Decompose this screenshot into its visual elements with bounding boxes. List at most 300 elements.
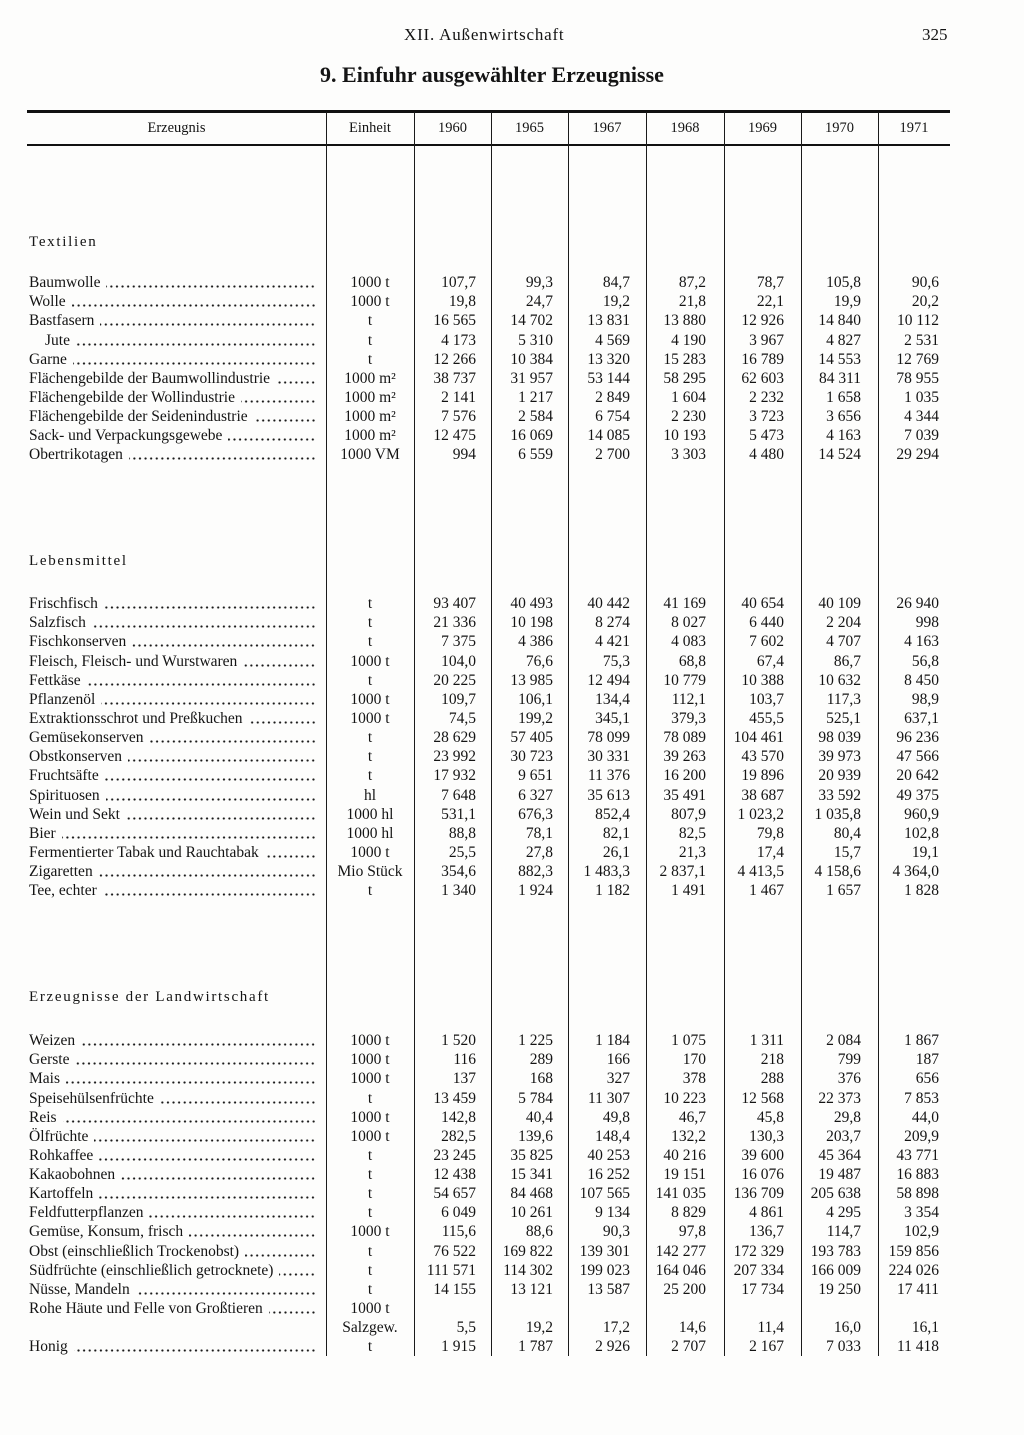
- table-row: [27, 426, 950, 445]
- value-1970: [801, 1299, 878, 1318]
- value-1971: 7 853: [904, 1089, 939, 1107]
- value-1960: 1 340: [441, 882, 476, 900]
- value-1965: 882,3: [518, 863, 553, 881]
- value-1960: 7 648: [441, 786, 476, 804]
- value-1971: 637,1: [904, 710, 939, 728]
- value-1960: 531,1: [441, 805, 476, 823]
- table-row: [27, 1203, 950, 1222]
- product-cell: [27, 709, 326, 728]
- unit-cell: t: [367, 671, 373, 689]
- product-name: Südfrüchte (einschließlich getrocknete): [29, 1261, 274, 1279]
- product-name: Reis: [29, 1108, 57, 1126]
- value-1969: 218: [760, 1051, 784, 1069]
- unit-cell: 1000 t: [350, 1300, 390, 1318]
- value-1970: 84 311: [818, 369, 861, 387]
- table-body: [27, 146, 950, 1356]
- value-1967: 17,2: [602, 1319, 630, 1337]
- table-row: [27, 273, 950, 292]
- product-name: Sack- und Verpackungsgewebe: [29, 427, 223, 445]
- value-1960: 21 336: [433, 614, 476, 632]
- unit-cell: t: [367, 1185, 373, 1203]
- value-1965: 19,2: [525, 1319, 553, 1337]
- product-name: Wein und Sekt: [29, 805, 120, 823]
- product-cell: [27, 1261, 326, 1280]
- table-row: [27, 1299, 950, 1318]
- column-header-year: 1968: [670, 120, 700, 136]
- value-1965: 13 121: [510, 1280, 553, 1298]
- product-cell: [27, 1146, 326, 1165]
- product-cell: [27, 1069, 326, 1088]
- value-1967: 1 184: [595, 1032, 630, 1050]
- column-header-product: Erzeugnis: [147, 120, 206, 136]
- value-1971: 29 294: [896, 446, 939, 464]
- product-name: Gerste: [29, 1051, 70, 1069]
- unit-cell: t: [367, 1338, 373, 1356]
- product-name: Rohe Häute und Felle von Großtieren: [29, 1300, 263, 1318]
- value-1971: 4 163: [904, 633, 939, 651]
- product-name: Frischfisch: [29, 595, 98, 613]
- dot-leader: [129, 445, 316, 464]
- table-row: [27, 671, 950, 690]
- value-1968: 16 200: [663, 767, 706, 785]
- value-1968: 1 491: [671, 882, 706, 900]
- value-1971: 44,0: [911, 1108, 939, 1126]
- unit-cell: 1000 t: [350, 1127, 390, 1145]
- table-row: [27, 369, 950, 388]
- running-head-chapter: XII. Außenwirtschaft: [404, 25, 565, 44]
- value-1965: 289: [529, 1051, 553, 1069]
- value-1965: 35 825: [510, 1146, 553, 1164]
- import-table: [27, 110, 950, 1356]
- value-1970: 1 035,8: [814, 805, 861, 823]
- value-1967: 90,3: [602, 1223, 630, 1241]
- unit-cell: t: [367, 767, 373, 785]
- value-1970: 10 632: [818, 671, 861, 689]
- value-1970: 203,7: [826, 1127, 861, 1145]
- value-1965: 114 302: [503, 1261, 553, 1279]
- value-1969: 2 232: [749, 388, 784, 406]
- product-name: Mais: [29, 1070, 60, 1088]
- unit-cell: 1000 t: [350, 710, 390, 728]
- page-number: 325: [922, 25, 948, 44]
- value-1968: 14,6: [678, 1319, 706, 1337]
- product-cell: [27, 613, 326, 632]
- table-row: [27, 292, 950, 311]
- unit-cell: 1000 m²: [344, 408, 396, 426]
- table-row: [27, 1108, 950, 1127]
- value-1970: 799: [837, 1051, 861, 1069]
- unit-cell: 1000 t: [350, 652, 390, 670]
- table-section: [27, 552, 950, 900]
- dot-leader: [106, 786, 316, 805]
- value-1967: 4 421: [595, 633, 630, 651]
- product-cell: [27, 331, 326, 350]
- value-1970: 14 524: [818, 446, 861, 464]
- product-name: Zigaretten: [29, 863, 93, 881]
- value-1969: 136,7: [749, 1223, 784, 1241]
- value-1968: 82,5: [678, 824, 706, 842]
- value-1967: 13 320: [587, 350, 630, 368]
- table-row: [27, 843, 950, 862]
- value-1969: 16 076: [741, 1166, 784, 1184]
- value-1971: 20 642: [896, 767, 939, 785]
- product-name: Nüsse, Mandeln: [29, 1280, 130, 1298]
- value-1969: 43 570: [741, 748, 784, 766]
- value-1970: 33 592: [818, 786, 861, 804]
- value-1960: 1 915: [441, 1338, 476, 1356]
- product-name: Rohkaffee: [29, 1146, 94, 1164]
- value-1970: 117,3: [826, 690, 861, 708]
- value-1971: [878, 1299, 950, 1318]
- value-1971: 209,9: [904, 1127, 939, 1145]
- value-1969: 207 334: [733, 1261, 784, 1279]
- value-1969: 16 789: [741, 350, 784, 368]
- product-cell: [27, 766, 326, 785]
- value-1968: 170: [682, 1051, 706, 1069]
- value-1970: 15,7: [833, 844, 861, 862]
- unit-cell: t: [367, 1204, 373, 1222]
- value-1968: 4 190: [671, 331, 706, 349]
- value-1970: 20 939: [818, 767, 861, 785]
- product-cell: [27, 426, 326, 445]
- value-1971: 10 112: [896, 312, 939, 330]
- value-1967: 6 754: [595, 408, 630, 426]
- value-1960: 104,0: [441, 652, 476, 670]
- value-1960: 1 520: [441, 1032, 476, 1050]
- value-1969: 19 896: [741, 767, 784, 785]
- value-1967: 14 085: [587, 427, 630, 445]
- value-1960: 115,6: [441, 1223, 476, 1241]
- value-1971: 656: [915, 1070, 939, 1088]
- product-cell: [27, 786, 326, 805]
- value-1967: 148,4: [595, 1127, 630, 1145]
- value-1971: 98,9: [911, 690, 939, 708]
- value-1969: 3 723: [749, 408, 784, 426]
- column-header-unit: Einheit: [349, 120, 391, 136]
- unit-cell: t: [367, 350, 373, 368]
- dot-leader: [160, 1089, 316, 1108]
- product-cell: [27, 1280, 326, 1299]
- product-cell: [27, 1242, 326, 1261]
- value-1968: 2 230: [671, 408, 706, 426]
- dot-leader: [99, 1184, 316, 1203]
- value-1970: 29,8: [833, 1108, 861, 1126]
- table-row: [27, 445, 950, 464]
- value-1960: 23 992: [433, 748, 476, 766]
- value-1968: 378: [682, 1070, 706, 1088]
- unit-cell: t: [367, 614, 373, 632]
- dot-leader: [72, 292, 316, 311]
- table-row: [27, 881, 950, 900]
- value-1969: 62 603: [741, 369, 784, 387]
- unit-cell: 1000 t: [350, 1032, 390, 1050]
- value-1971: 96 236: [896, 729, 939, 747]
- table-row: [27, 862, 950, 881]
- value-1967: 8 274: [595, 614, 630, 632]
- value-1969: 11,4: [757, 1319, 784, 1337]
- value-1965: 78,1: [525, 824, 553, 842]
- product-cell: [27, 1031, 326, 1050]
- value-1960: 7 375: [441, 633, 476, 651]
- value-1970: 86,7: [833, 652, 861, 670]
- unit-cell: t: [367, 729, 373, 747]
- value-1968: 8 829: [671, 1204, 706, 1222]
- value-1965: 31 957: [510, 369, 553, 387]
- value-1960: 23 245: [433, 1146, 476, 1164]
- dot-leader: [103, 881, 316, 900]
- value-1967: 82,1: [602, 824, 630, 842]
- value-1970: 98 039: [818, 729, 861, 747]
- value-1967: 11 376: [587, 767, 630, 785]
- table-row: [27, 1261, 950, 1280]
- table-row: [27, 1222, 950, 1241]
- dot-leader: [92, 613, 316, 632]
- product-cell: [27, 369, 326, 388]
- value-1965: 10 261: [510, 1204, 553, 1222]
- value-1971: 16,1: [911, 1319, 939, 1337]
- value-1971: 11 418: [896, 1338, 939, 1356]
- value-1968: 1 075: [671, 1032, 706, 1050]
- dot-leader: [243, 652, 316, 671]
- value-1965: 15 341: [510, 1166, 553, 1184]
- value-1960: 38 737: [433, 369, 476, 387]
- value-1968: 2 837,1: [659, 863, 706, 881]
- unit-cell: 1000 t: [350, 1070, 390, 1088]
- product-name: Weizen: [29, 1032, 76, 1050]
- dot-leader: [104, 594, 316, 613]
- value-1967: 49,8: [602, 1108, 630, 1126]
- table-row: [27, 594, 950, 613]
- value-1967: 107 565: [579, 1185, 630, 1203]
- table-row: [27, 1337, 950, 1356]
- table-row: [27, 690, 950, 709]
- dot-leader: [62, 824, 316, 843]
- value-1967: 9 134: [595, 1204, 630, 1222]
- product-cell: [27, 594, 326, 613]
- value-1971: 224 026: [888, 1261, 939, 1279]
- value-1970: 2 084: [826, 1032, 861, 1050]
- value-1969: 1 467: [749, 882, 784, 900]
- value-1968: 2 707: [671, 1338, 706, 1356]
- value-1967: 19,2: [602, 293, 630, 311]
- product-name: Gemüsekonserven: [29, 729, 144, 747]
- value-1960: 109,7: [441, 690, 476, 708]
- value-1971: 78 955: [896, 369, 939, 387]
- value-1968: 41 169: [663, 595, 706, 613]
- unit-cell: 1000 m²: [344, 388, 396, 406]
- value-1960: 12 475: [433, 427, 476, 445]
- value-1969: 40 654: [741, 595, 784, 613]
- value-1960: 354,6: [441, 863, 476, 881]
- unit-cell: t: [367, 331, 373, 349]
- value-1971: 19,1: [911, 844, 939, 862]
- value-1971: 58 898: [896, 1185, 939, 1203]
- product-cell: [27, 1222, 326, 1241]
- product-cell: [27, 407, 326, 426]
- table-row: [27, 1242, 950, 1261]
- value-1965: 106,1: [518, 690, 553, 708]
- product-name: Kartoffeln: [29, 1185, 94, 1203]
- column-header-year: 1969: [748, 120, 777, 136]
- value-1968: 15 283: [663, 350, 706, 368]
- value-1968: 4 083: [671, 633, 706, 651]
- unit-cell: 1000 t: [350, 844, 390, 862]
- product-name: Feldfutterpflanzen: [29, 1204, 144, 1222]
- value-1969: 17 734: [741, 1280, 784, 1298]
- unit-cell: t: [367, 882, 373, 900]
- value-1969: 79,8: [756, 824, 784, 842]
- dot-leader: [245, 1242, 316, 1261]
- unit-cell: t: [367, 1280, 373, 1298]
- value-1960: 19,8: [448, 293, 476, 311]
- value-1970: 14 553: [818, 350, 861, 368]
- product-name: Fleisch, Fleisch- und Wurstwaren: [29, 652, 238, 670]
- product-name: Fruchtsäfte: [29, 767, 99, 785]
- product-cell: [27, 1127, 326, 1146]
- value-1971: 1 828: [904, 882, 939, 900]
- value-1969: 12 926: [741, 312, 784, 330]
- value-1968: 35 491: [663, 786, 706, 804]
- value-1967: 11 307: [587, 1089, 630, 1107]
- dot-leader: [128, 747, 316, 766]
- table-row: [27, 407, 950, 426]
- value-1970: 4 827: [826, 331, 861, 349]
- value-1968: 21,8: [678, 293, 706, 311]
- value-1960: 14 155: [433, 1280, 476, 1298]
- unit-cell: Mio Stück: [337, 863, 403, 881]
- value-1965: 99,3: [525, 274, 553, 292]
- product-name: Extraktionsschrot und Preßkuchen: [29, 710, 243, 728]
- value-1967: 30 331: [587, 748, 630, 766]
- dot-leader: [94, 1127, 316, 1146]
- product-name: Honig: [29, 1338, 68, 1356]
- column-header-year: 1965: [515, 120, 544, 136]
- product-name: Pflanzenöl: [29, 690, 96, 708]
- table-row: [27, 1089, 950, 1108]
- value-1971: 4 364,0: [892, 863, 939, 881]
- value-1960: 994: [452, 446, 476, 464]
- product-cell: [27, 1318, 326, 1337]
- value-1970: 114,7: [826, 1223, 861, 1241]
- value-1970: 193 783: [810, 1242, 861, 1260]
- value-1969: 104 461: [733, 729, 784, 747]
- value-1971: 8 450: [904, 671, 939, 689]
- value-1970: 166 009: [810, 1261, 861, 1279]
- dot-leader: [254, 407, 316, 426]
- value-1965: 676,3: [518, 805, 553, 823]
- section-rows: [27, 273, 950, 464]
- value-1971: 998: [915, 614, 939, 632]
- value-1960: 13 459: [433, 1089, 476, 1107]
- value-1969: 67,4: [756, 652, 784, 670]
- dot-leader: [100, 311, 316, 330]
- value-1969: 12 568: [741, 1089, 784, 1107]
- table-section: [27, 233, 950, 465]
- unit-cell: t: [367, 748, 373, 766]
- product-name: Bastfasern: [29, 312, 95, 330]
- value-1967: 75,3: [602, 652, 630, 670]
- value-1970: 376: [837, 1070, 861, 1088]
- value-1960: 17 932: [433, 767, 476, 785]
- value-1968: 10 193: [663, 427, 706, 445]
- value-1969: 172 329: [733, 1242, 784, 1260]
- value-1969: 10 388: [741, 671, 784, 689]
- value-1970: 105,8: [826, 274, 861, 292]
- value-1965: 1 225: [518, 1032, 553, 1050]
- product-cell: [27, 862, 326, 881]
- product-name: Flächengebilde der Wollindustrie: [29, 388, 235, 406]
- value-1971: 3 354: [904, 1204, 939, 1222]
- unit-cell: 1000 t: [350, 1223, 390, 1241]
- product-cell: [27, 292, 326, 311]
- product-name: Fischkonserven: [29, 633, 127, 651]
- value-1968: 10 223: [663, 1089, 706, 1107]
- value-1970: 14 840: [818, 312, 861, 330]
- product-name: Wolle: [29, 293, 66, 311]
- value-1967: 12 494: [587, 671, 630, 689]
- value-1971: 960,9: [904, 805, 939, 823]
- value-1960: [414, 1299, 491, 1318]
- value-1971: 2 531: [904, 331, 939, 349]
- value-1970: 3 656: [826, 408, 861, 426]
- product-name: Tee, echter: [29, 882, 97, 900]
- unit-cell: 1000 m²: [344, 369, 396, 387]
- value-1960: 107,7: [441, 274, 476, 292]
- value-1970: 4 158,6: [814, 863, 861, 881]
- value-1965: 4 386: [518, 633, 553, 651]
- dot-leader: [150, 728, 317, 747]
- value-1968: 68,8: [678, 652, 706, 670]
- value-1969: 7 602: [749, 633, 784, 651]
- value-1969: 3 967: [749, 331, 784, 349]
- product-cell: [27, 1165, 326, 1184]
- unit-cell: t: [367, 1146, 373, 1164]
- value-1965: 169 822: [502, 1242, 553, 1260]
- value-1969: [724, 1299, 801, 1318]
- value-1968: [646, 1299, 724, 1318]
- unit-cell: hl: [363, 786, 377, 804]
- value-1960: 142,8: [441, 1108, 476, 1126]
- value-1968: 379,3: [671, 710, 706, 728]
- value-1970: 1 658: [826, 388, 861, 406]
- product-name: Jute: [45, 331, 70, 349]
- value-1969: 2 167: [749, 1338, 784, 1356]
- table-row: [27, 331, 950, 350]
- value-1965: 6 559: [518, 446, 553, 464]
- product-cell: [27, 1299, 326, 1318]
- product-cell: [27, 747, 326, 766]
- value-1960: 25,5: [448, 844, 476, 862]
- value-1970: 4 295: [826, 1204, 861, 1222]
- dot-leader: [81, 1031, 316, 1050]
- table-row: [27, 747, 950, 766]
- value-1968: 87,2: [678, 274, 706, 292]
- value-1960: 54 657: [433, 1185, 476, 1203]
- value-1960: 88,8: [448, 824, 476, 842]
- dot-leader: [265, 843, 316, 862]
- value-1971: 16 883: [896, 1166, 939, 1184]
- table-row: [27, 1050, 950, 1069]
- table-row: [27, 350, 950, 369]
- value-1965: 16 069: [510, 427, 553, 445]
- value-1968: 141 035: [655, 1185, 706, 1203]
- table-row: [27, 1127, 950, 1146]
- value-1969: 4 861: [749, 1204, 784, 1222]
- value-1970: 19,9: [833, 293, 861, 311]
- value-1968: 13 880: [663, 312, 706, 330]
- column-header-year: 1960: [438, 120, 467, 136]
- table-header-row: [27, 113, 950, 144]
